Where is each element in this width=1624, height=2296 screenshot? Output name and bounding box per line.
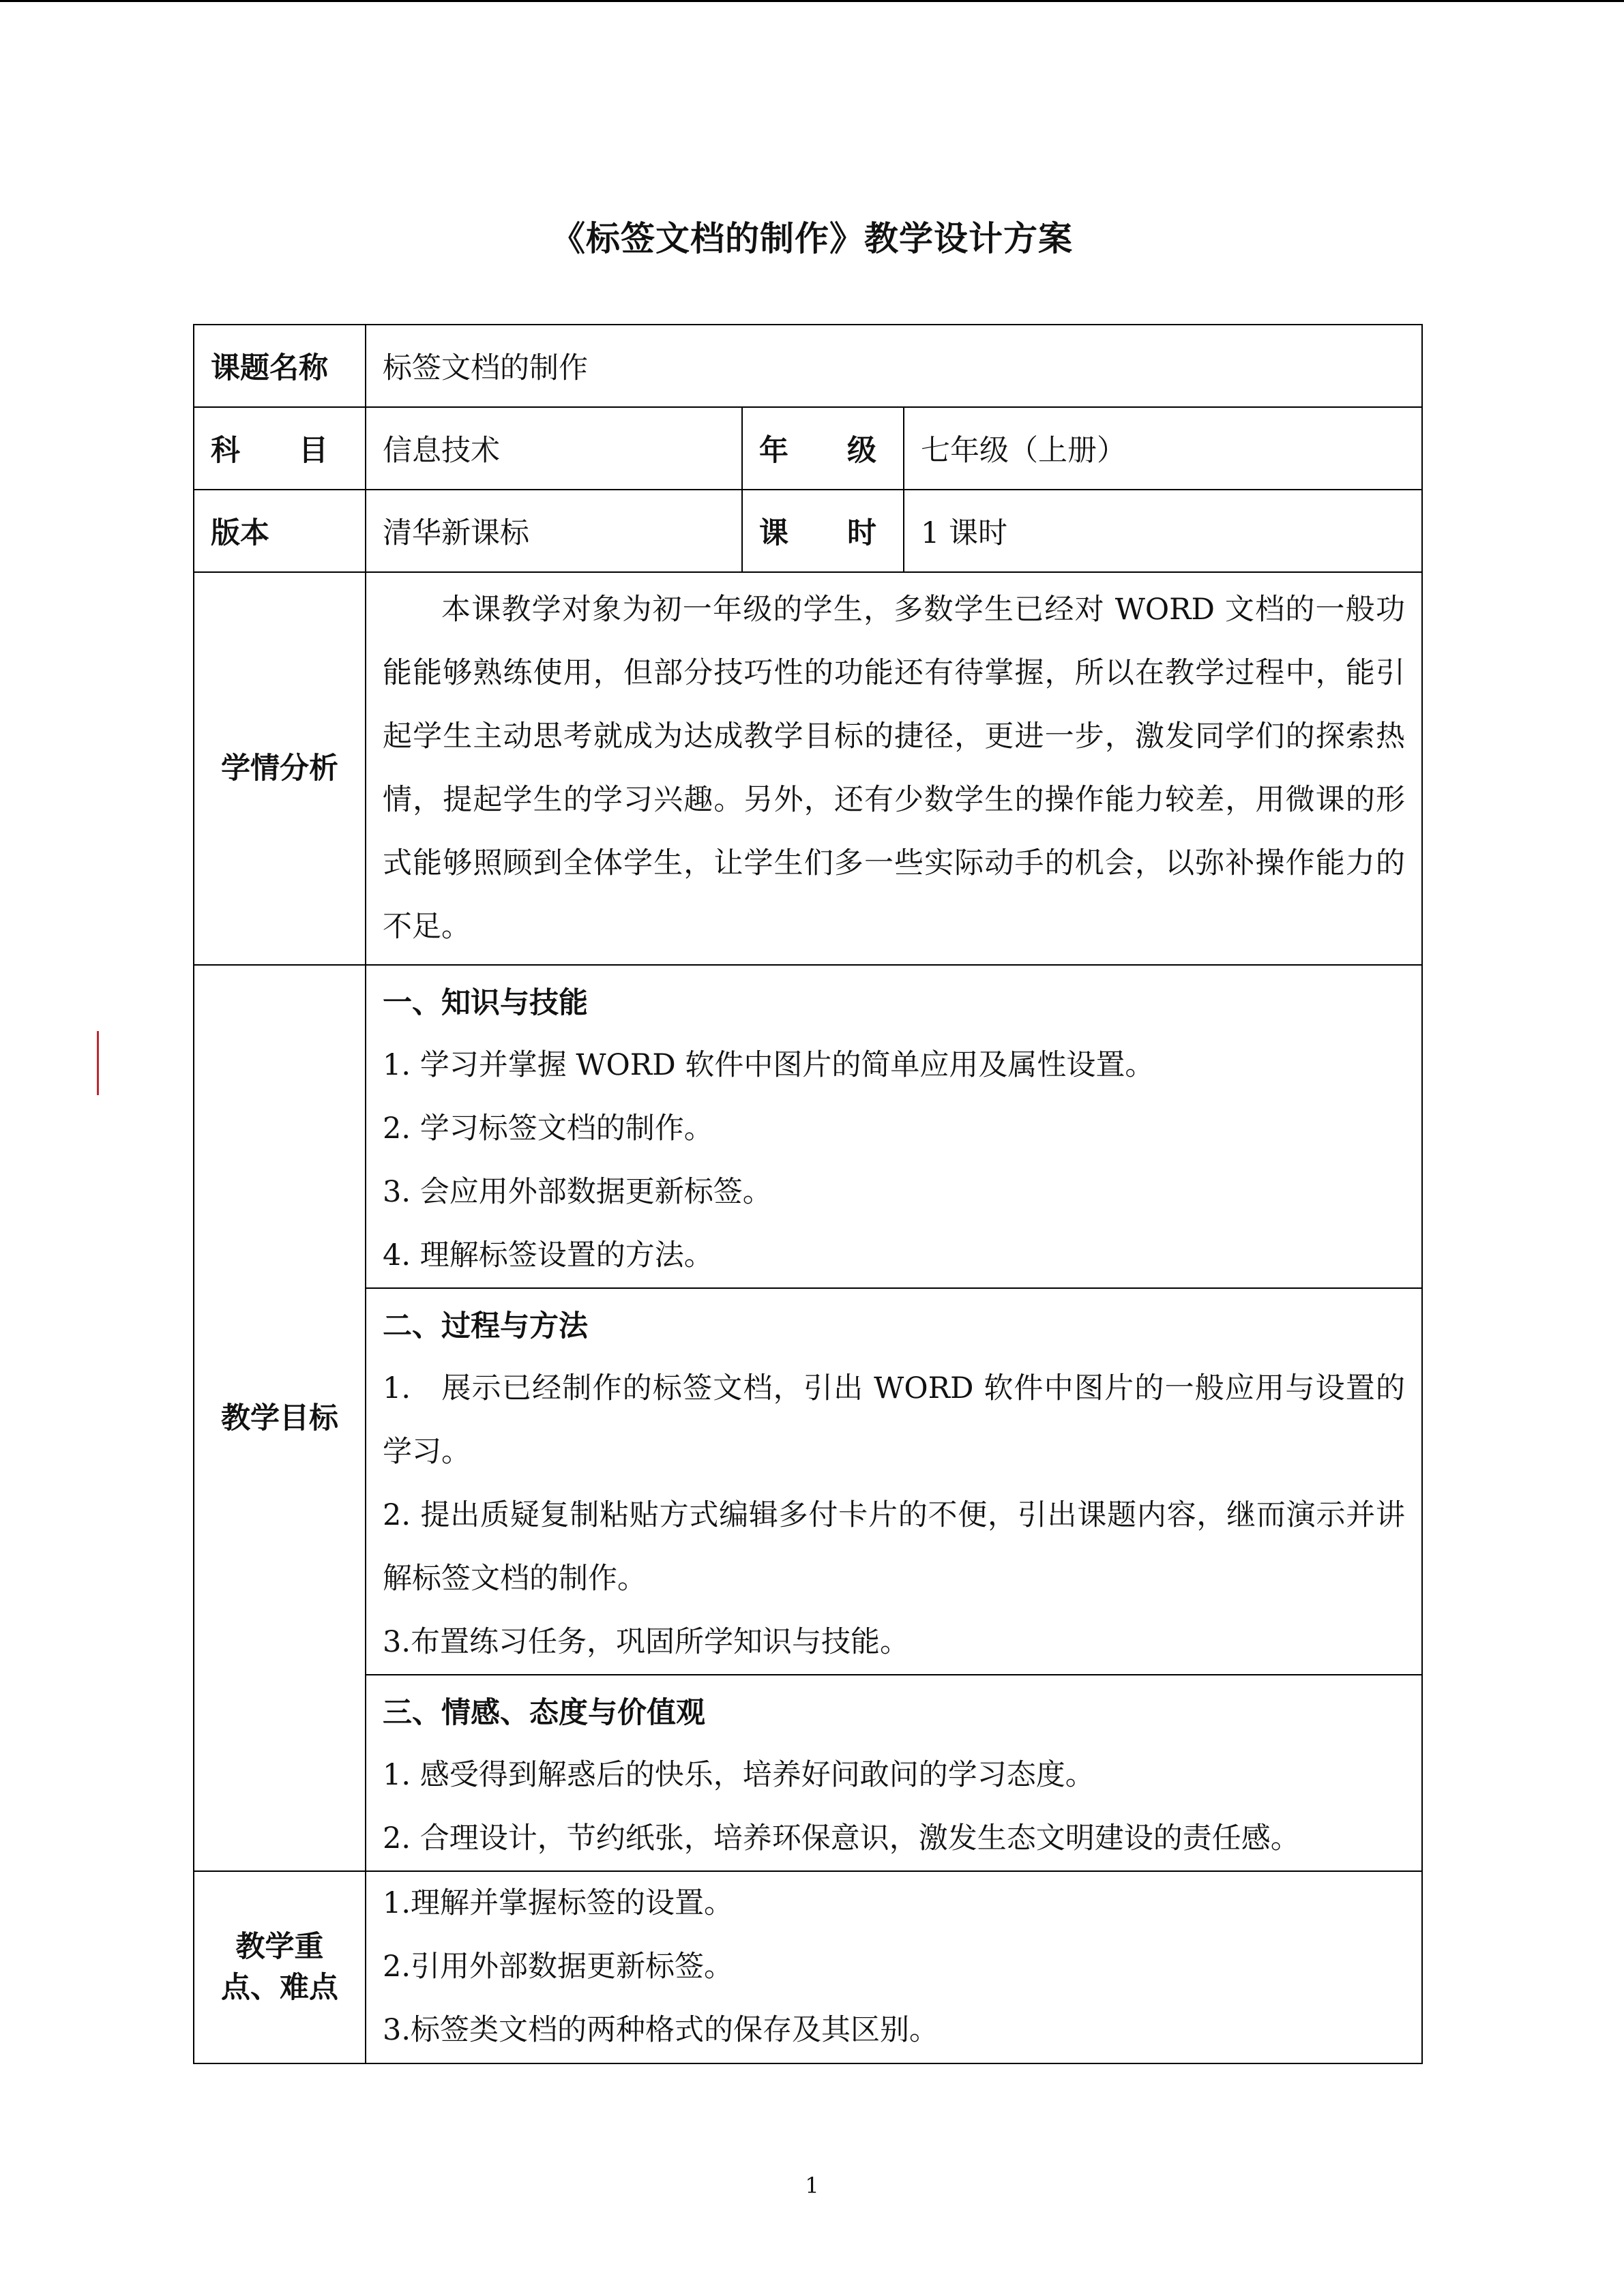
table-row <box>194 407 1422 490</box>
grade-label: 年 级 <box>742 407 904 490</box>
keypoints-label <box>194 1871 366 2063</box>
margin-revision-mark <box>97 1031 99 1095</box>
keypoints-cell <box>366 1871 1422 2063</box>
list-item: 1.理解并掌握标签的设置。 <box>383 1886 734 1920</box>
subject-value: 信息技术 <box>366 407 742 490</box>
table-row <box>194 572 1422 965</box>
topic-value: 标签文档的制作 <box>366 325 1422 407</box>
list-item: 4. 理解标签设置的方法。 <box>383 1238 713 1272</box>
objectives-label: 教学目标 <box>194 965 366 1871</box>
list-item: 1. 学习并掌握 WORD 软件中图片的简单应用及属性设置。 <box>383 1048 1155 1082</box>
objectives-knowledge-heading: 一、知识与技能 <box>383 986 588 1020</box>
topic-label: 课题名称 <box>194 325 366 407</box>
list-item: 2. 学习标签文档的制作。 <box>383 1112 713 1146</box>
list-item: 3.标签类文档的两种格式的保存及其区别。 <box>383 2013 939 2047</box>
objectives-attitude-cell <box>366 1675 1422 1871</box>
keypoints-label-line1: 教学重 <box>235 1930 324 1964</box>
list-item: 1. 感受得到解惑后的快乐，培养好问敢问的学习态度。 <box>383 1758 1095 1792</box>
page-number: 1 <box>805 2173 819 2198</box>
objectives-attitude-heading: 三、情感、态度与价值观 <box>383 1696 705 1730</box>
table-row <box>194 1675 1422 1871</box>
edition-value: 清华新课标 <box>366 490 742 572</box>
hours-value: 1 课时 <box>904 490 1422 572</box>
subject-label: 科 目 <box>194 407 366 490</box>
table-row <box>194 1871 1422 2063</box>
hours-label: 课 时 <box>742 490 904 572</box>
list-item: 2. 提出质疑复制粘贴方式编辑多付卡片的不便，引出课题内容，继而演示并讲解标签文档的制作。 <box>383 1498 1405 1596</box>
document-title: 《标签文档的制作》教学设计方案 <box>551 218 1073 258</box>
objectives-process-heading: 二、过程与方法 <box>383 1309 588 1343</box>
table-row <box>194 325 1422 407</box>
list-item: 1. 展示已经制作的标签文档，引出 WORD 软件中图片的一般应用与设置的学习。 <box>383 1371 1405 1469</box>
lesson-plan-table <box>193 324 1423 2064</box>
analysis-text: 本课教学对象为初一年级的学生，多数学生已经对 WORD 文档的一般功能能够熟练使用，但部分技巧性的功能还有待掌握，所以在教学过程中，能引起学生主动思考就成为达成教学目标的捷径，更进一步，激发同学们的探索热情，提起学生的学习兴趣。另外，还有少数学生的操作能力较差，用微课的形式能够照顾到全体学生，让学生们多一些实际动手的机会，以弥补操作能力的不足。 <box>366 572 1422 965</box>
list-item: 3. 会应用外部数据更新标签。 <box>383 1175 772 1209</box>
grade-value: 七年级（上册） <box>904 407 1422 490</box>
objectives-process-cell <box>366 1288 1422 1675</box>
page-top-rule <box>0 0 1624 2</box>
analysis-label: 学情分析 <box>194 572 366 965</box>
list-item: 2. 合理设计，节约纸张，培养环保意识，激发生态文明建设的责任感。 <box>383 1821 1300 1855</box>
table-row <box>194 965 1422 1288</box>
table-row <box>194 490 1422 572</box>
edition-label: 版本 <box>194 490 366 572</box>
keypoints-label-line2: 点、难点 <box>221 1971 338 2005</box>
list-item: 3.布置练习任务，巩固所学知识与技能。 <box>383 1625 910 1659</box>
list-item: 2.引用外部数据更新标签。 <box>383 1950 734 1984</box>
table-row <box>194 1288 1422 1675</box>
objectives-knowledge-cell <box>366 965 1422 1288</box>
